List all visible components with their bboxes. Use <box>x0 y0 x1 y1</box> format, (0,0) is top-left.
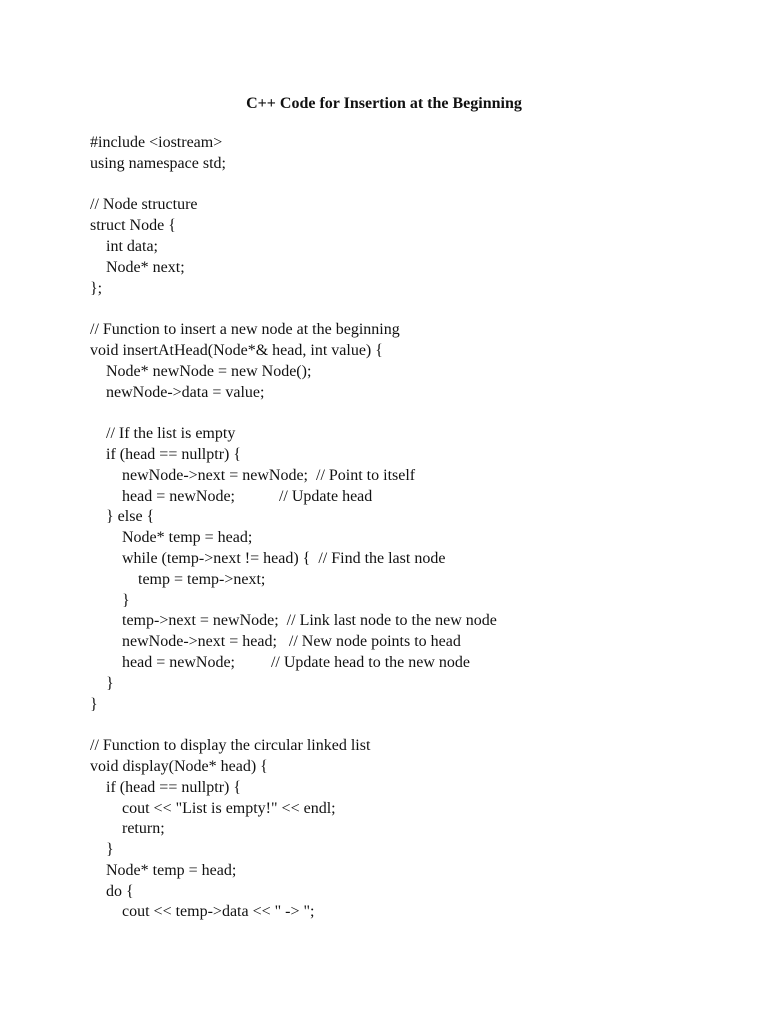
code-line: Node* next; <box>90 258 185 276</box>
code-line: if (head == nullptr) { <box>90 778 242 796</box>
code-line <box>90 175 730 196</box>
code-line: Node* temp = head; <box>90 861 237 879</box>
code-line: void display(Node* head) { <box>90 757 268 775</box>
code-line <box>90 715 730 736</box>
code-line: Node* temp = head; <box>90 529 253 547</box>
code-line: newNode->next = newNode; // Point to itself <box>90 466 416 484</box>
code-line: do { <box>90 882 134 900</box>
code-line: temp->next = newNode; // Link last node to the new node <box>90 612 497 630</box>
code-line <box>90 403 730 424</box>
code-listing <box>90 133 730 923</box>
code-line: cout << "List is empty!" << endl; <box>90 799 336 817</box>
code-line: void insertAtHead(Node*& head, int value) { <box>90 341 383 359</box>
code-line: while (temp->next != head) { // Find the last node <box>90 549 446 567</box>
code-line: } <box>90 591 130 609</box>
code-line: using namespace std; <box>90 154 226 172</box>
code-line: head = newNode; // Update head to the new node <box>90 653 471 671</box>
code-line: if (head == nullptr) { <box>90 445 242 463</box>
code-line: } <box>90 695 98 713</box>
code-line: #include <iostream> <box>90 134 223 151</box>
code-line: temp = temp->next; <box>90 570 266 588</box>
code-line <box>90 299 730 320</box>
code-line: } else { <box>90 508 155 526</box>
code-line: newNode->data = value; <box>90 383 265 401</box>
code-line: struct Node { <box>90 217 176 235</box>
code-line: } <box>90 674 114 692</box>
code-line: // Node structure <box>90 196 198 214</box>
code-line: newNode->next = head; // New node points to head <box>90 633 461 651</box>
code-line: // Function to display the circular linked list <box>90 737 371 755</box>
code-line: // Function to insert a new node at the beginning <box>90 321 400 339</box>
code-line: return; <box>90 820 165 838</box>
code-line: Node* newNode = new Node(); <box>90 362 312 380</box>
code-line: int data; <box>90 237 158 255</box>
code-line: head = newNode; // Update head <box>90 487 373 505</box>
document-title: C++ Code for Insertion at the Beginning <box>246 95 522 112</box>
code-line: } <box>90 841 114 859</box>
code-line: cout << temp->data << " -> "; <box>90 903 315 921</box>
code-line: // If the list is empty <box>90 425 236 443</box>
code-line: }; <box>90 279 103 297</box>
